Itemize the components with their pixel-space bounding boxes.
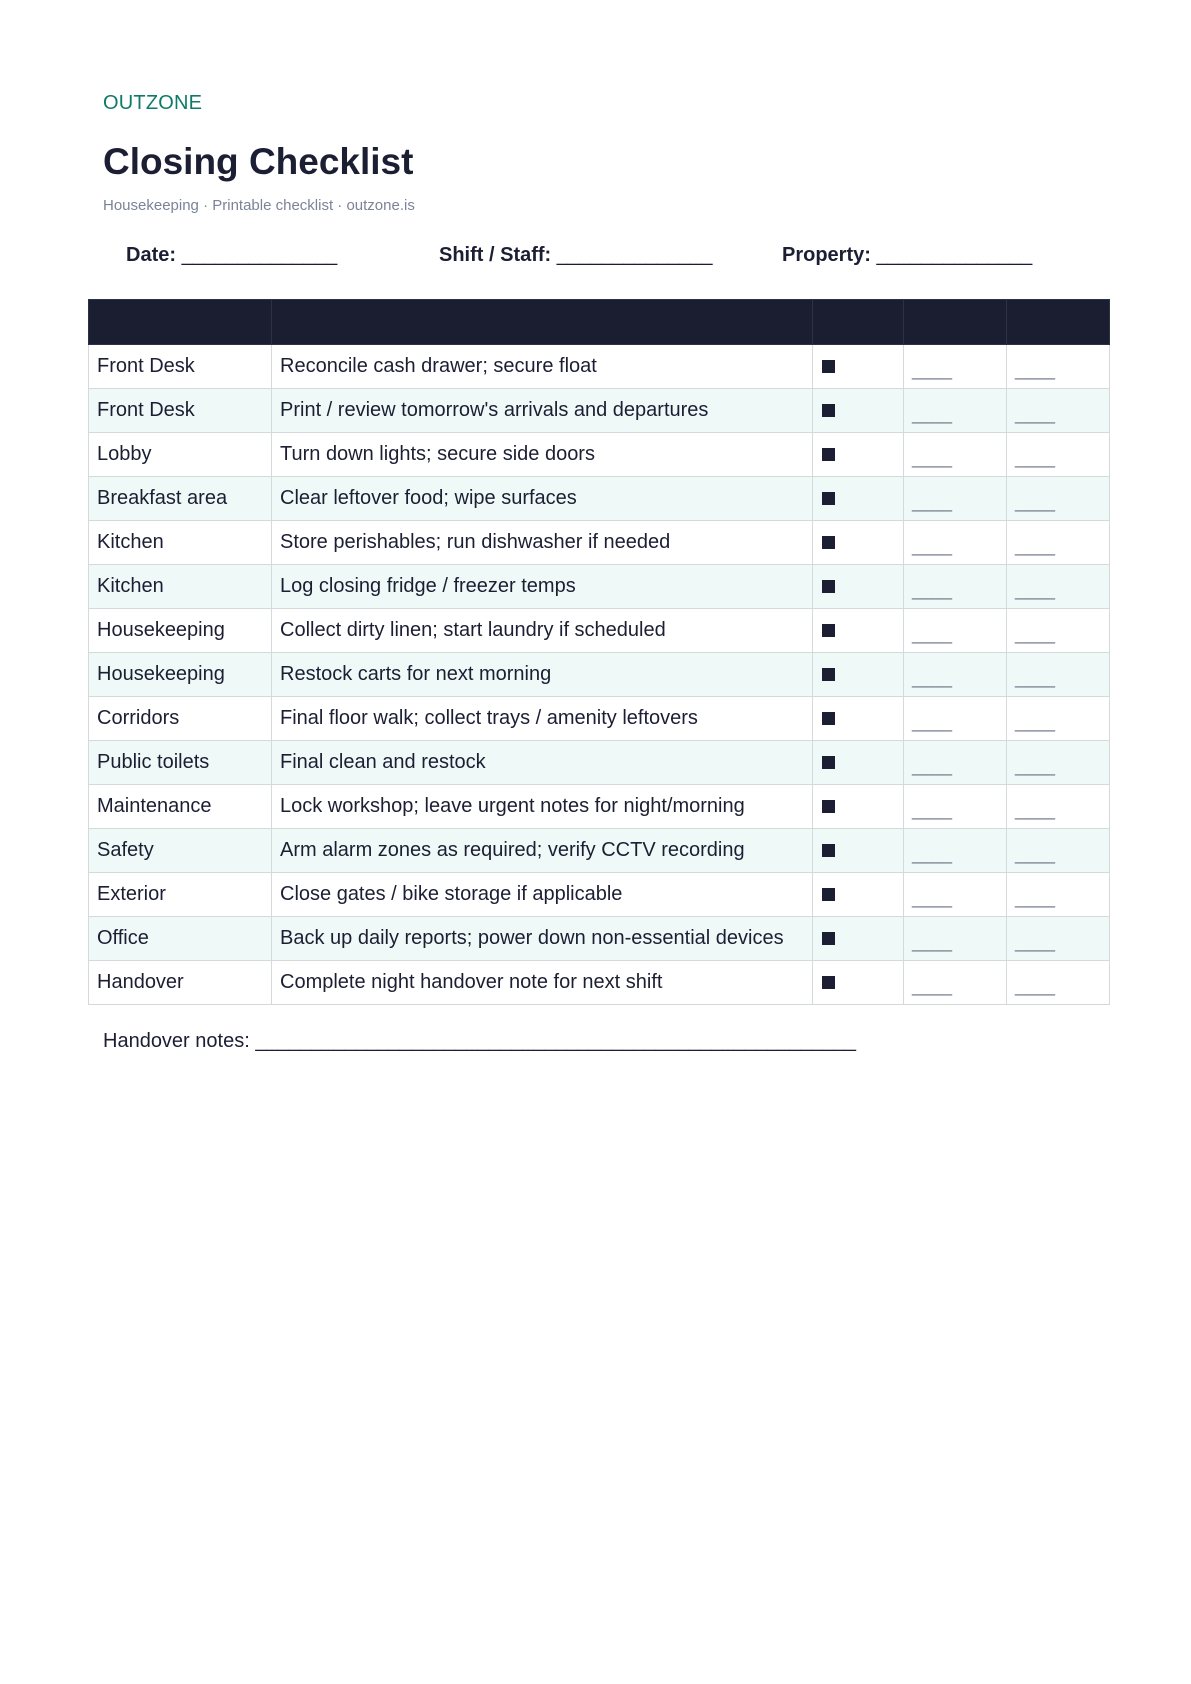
- row-area: Housekeeping: [89, 609, 272, 653]
- property-label: Property:: [782, 244, 871, 266]
- row-time-cell[interactable]: [1007, 741, 1110, 785]
- handover-notes-blank[interactable]: ______________________________________________________: [255, 1030, 856, 1052]
- row-task: Clear leftover food; wipe surfaces: [272, 477, 813, 521]
- row-initials-cell[interactable]: [904, 741, 1007, 785]
- row-initials-cell[interactable]: [904, 961, 1007, 1005]
- checkbox-icon[interactable]: [822, 360, 835, 373]
- row-initials-cell[interactable]: [904, 345, 1007, 389]
- row-checkbox-cell[interactable]: [813, 521, 904, 565]
- row-area: Kitchen: [89, 521, 272, 565]
- row-area: Lobby: [89, 433, 272, 477]
- row-time-cell[interactable]: [1007, 433, 1110, 477]
- row-area: Front Desk: [89, 345, 272, 389]
- checkbox-icon[interactable]: [822, 756, 835, 769]
- row-initials-cell[interactable]: [904, 697, 1007, 741]
- time-blank[interactable]: ____: [1015, 712, 1056, 732]
- checkbox-icon[interactable]: [822, 932, 835, 945]
- table-row: [89, 389, 1110, 433]
- checkbox-icon[interactable]: [822, 448, 835, 461]
- row-checkbox-cell[interactable]: [813, 829, 904, 873]
- date-field[interactable]: [126, 244, 337, 267]
- row-area: Exterior: [89, 873, 272, 917]
- row-checkbox-cell[interactable]: [813, 741, 904, 785]
- initials-blank[interactable]: ____: [912, 932, 953, 952]
- row-task: Back up daily reports; power down non-essential devices: [272, 917, 813, 961]
- row-initials-cell[interactable]: [904, 917, 1007, 961]
- initials-blank[interactable]: ____: [912, 624, 953, 644]
- row-task: Store perishables; run dishwasher if needed: [272, 521, 813, 565]
- row-task: Final clean and restock: [272, 741, 813, 785]
- row-checkbox-cell[interactable]: [813, 961, 904, 1005]
- time-blank[interactable]: ____: [1015, 800, 1056, 820]
- header-task: [272, 300, 813, 345]
- time-blank[interactable]: ____: [1015, 580, 1056, 600]
- date-label: Date:: [126, 244, 177, 266]
- initials-blank[interactable]: ____: [912, 536, 953, 556]
- checkbox-icon[interactable]: [822, 888, 835, 901]
- row-time-cell[interactable]: [1007, 697, 1110, 741]
- row-initials-cell[interactable]: [904, 565, 1007, 609]
- checkbox-icon[interactable]: [822, 712, 835, 725]
- row-area: Front Desk: [89, 389, 272, 433]
- row-task: Collect dirty linen; start laundry if scheduled: [272, 609, 813, 653]
- time-blank[interactable]: ____: [1015, 888, 1056, 908]
- row-area: Corridors: [89, 697, 272, 741]
- time-blank[interactable]: ____: [1015, 844, 1056, 864]
- time-blank[interactable]: ____: [1015, 360, 1056, 380]
- row-time-cell[interactable]: [1007, 345, 1110, 389]
- initials-blank[interactable]: ____: [912, 756, 953, 776]
- checkbox-icon[interactable]: [822, 976, 835, 989]
- brand-logo-text: OUTZONE: [103, 92, 203, 114]
- time-blank[interactable]: ____: [1015, 976, 1056, 996]
- row-task: Final floor walk; collect trays / amenity leftovers: [272, 697, 813, 741]
- handover-notes[interactable]: [103, 1030, 856, 1053]
- property-field[interactable]: [782, 244, 1032, 267]
- shift-staff-field[interactable]: [439, 244, 713, 267]
- table-row: [89, 521, 1110, 565]
- time-blank[interactable]: ____: [1015, 668, 1056, 688]
- header-area: [89, 300, 272, 345]
- time-blank[interactable]: ____: [1015, 404, 1056, 424]
- checkbox-icon[interactable]: [822, 580, 835, 593]
- checkbox-icon[interactable]: [822, 800, 835, 813]
- row-initials-cell[interactable]: [904, 433, 1007, 477]
- initials-blank[interactable]: ____: [912, 580, 953, 600]
- row-time-cell[interactable]: [1007, 389, 1110, 433]
- row-task: Close gates / bike storage if applicable: [272, 873, 813, 917]
- row-initials-cell[interactable]: [904, 653, 1007, 697]
- initials-blank[interactable]: ____: [912, 404, 953, 424]
- row-task: Log closing fridge / freezer temps: [272, 565, 813, 609]
- table-row: [89, 433, 1110, 477]
- table-row: [89, 785, 1110, 829]
- table-row: [89, 653, 1110, 697]
- time-blank[interactable]: ____: [1015, 492, 1056, 512]
- row-area: Maintenance: [89, 785, 272, 829]
- table-body: [89, 345, 1110, 1005]
- handover-notes-label: Handover notes:: [103, 1030, 250, 1052]
- table-row: [89, 917, 1110, 961]
- initials-blank[interactable]: ____: [912, 844, 953, 864]
- checkbox-icon[interactable]: [822, 536, 835, 549]
- row-checkbox-cell[interactable]: [813, 917, 904, 961]
- row-area: Handover: [89, 961, 272, 1005]
- row-time-cell[interactable]: [1007, 521, 1110, 565]
- row-checkbox-cell[interactable]: [813, 477, 904, 521]
- row-area: Housekeeping: [89, 653, 272, 697]
- row-time-cell[interactable]: [1007, 829, 1110, 873]
- table-row: [89, 873, 1110, 917]
- row-area: Safety: [89, 829, 272, 873]
- table-row: [89, 609, 1110, 653]
- row-time-cell[interactable]: [1007, 653, 1110, 697]
- row-time-cell[interactable]: [1007, 565, 1110, 609]
- initials-blank[interactable]: ____: [912, 888, 953, 908]
- row-checkbox-cell[interactable]: [813, 433, 904, 477]
- row-initials-cell[interactable]: [904, 873, 1007, 917]
- header-time: [1007, 300, 1110, 345]
- row-time-cell[interactable]: [1007, 785, 1110, 829]
- row-task: Reconcile cash drawer; secure float: [272, 345, 813, 389]
- row-initials-cell[interactable]: [904, 785, 1007, 829]
- checkbox-icon[interactable]: [822, 404, 835, 417]
- row-initials-cell[interactable]: [904, 609, 1007, 653]
- row-checkbox-cell[interactable]: [813, 653, 904, 697]
- row-time-cell[interactable]: [1007, 917, 1110, 961]
- header-initials: [904, 300, 1007, 345]
- row-task: Turn down lights; secure side doors: [272, 433, 813, 477]
- shift-staff-label: Shift / Staff:: [439, 244, 552, 266]
- time-blank[interactable]: ____: [1015, 536, 1056, 556]
- row-time-cell[interactable]: [1007, 873, 1110, 917]
- initials-blank[interactable]: ____: [912, 976, 953, 996]
- row-checkbox-cell[interactable]: [813, 697, 904, 741]
- row-task: Arm alarm zones as required; verify CCTV recording: [272, 829, 813, 873]
- shift-staff-blank[interactable]: ______________: [556, 244, 713, 266]
- initials-blank[interactable]: ____: [912, 360, 953, 380]
- row-initials-cell[interactable]: [904, 477, 1007, 521]
- row-task: Lock workshop; leave urgent notes for night/morning: [272, 785, 813, 829]
- row-area: Public toilets: [89, 741, 272, 785]
- row-time-cell[interactable]: [1007, 961, 1110, 1005]
- row-area: Kitchen: [89, 565, 272, 609]
- table-row: [89, 565, 1110, 609]
- header-done: [813, 300, 904, 345]
- page-title: Closing Checklist: [103, 141, 414, 182]
- row-task: Complete night handover note for next shift: [272, 961, 813, 1005]
- table-row: [89, 345, 1110, 389]
- time-blank[interactable]: ____: [1015, 624, 1056, 644]
- row-checkbox-cell[interactable]: [813, 785, 904, 829]
- row-checkbox-cell[interactable]: [813, 565, 904, 609]
- row-checkbox-cell[interactable]: [813, 873, 904, 917]
- initials-blank[interactable]: ____: [912, 800, 953, 820]
- row-initials-cell[interactable]: [904, 521, 1007, 565]
- time-blank[interactable]: ____: [1015, 448, 1056, 468]
- checkbox-icon[interactable]: [822, 844, 835, 857]
- table-row: [89, 741, 1110, 785]
- row-time-cell[interactable]: [1007, 609, 1110, 653]
- table-row: [89, 477, 1110, 521]
- initials-blank[interactable]: ____: [912, 668, 953, 688]
- initials-blank[interactable]: ____: [912, 712, 953, 732]
- row-checkbox-cell[interactable]: [813, 609, 904, 653]
- row-time-cell[interactable]: [1007, 477, 1110, 521]
- property-blank[interactable]: ______________: [876, 244, 1033, 266]
- checkbox-icon[interactable]: [822, 624, 835, 637]
- table-header-row: [89, 300, 1110, 345]
- time-blank[interactable]: ____: [1015, 756, 1056, 776]
- row-initials-cell[interactable]: [904, 389, 1007, 433]
- row-task: Print / review tomorrow's arrivals and departures: [272, 389, 813, 433]
- initials-blank[interactable]: ____: [912, 448, 953, 468]
- row-checkbox-cell[interactable]: [813, 345, 904, 389]
- table-row: [89, 697, 1110, 741]
- page-subtitle: Housekeeping · Printable checklist · outzone.is: [103, 197, 415, 214]
- row-checkbox-cell[interactable]: [813, 389, 904, 433]
- row-area: Office: [89, 917, 272, 961]
- date-blank[interactable]: ______________: [181, 244, 338, 266]
- checkbox-icon[interactable]: [822, 668, 835, 681]
- time-blank[interactable]: ____: [1015, 932, 1056, 952]
- table-row: [89, 829, 1110, 873]
- row-initials-cell[interactable]: [904, 829, 1007, 873]
- checklist-table: [88, 299, 1110, 1005]
- table-row: [89, 961, 1110, 1005]
- initials-blank[interactable]: ____: [912, 492, 953, 512]
- row-task: Restock carts for next morning: [272, 653, 813, 697]
- row-area: Breakfast area: [89, 477, 272, 521]
- checkbox-icon[interactable]: [822, 492, 835, 505]
